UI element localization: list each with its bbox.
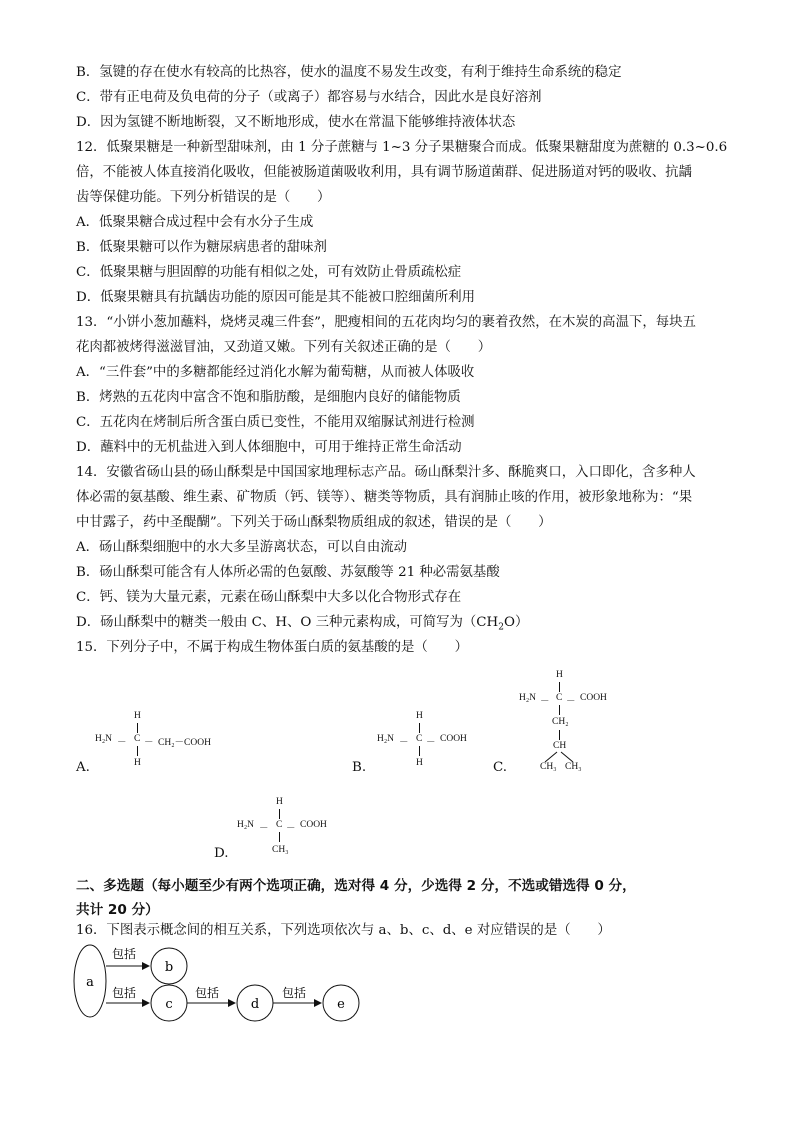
node-b-label: b — [164, 960, 174, 975]
struct-a-bottom-h: H — [134, 758, 141, 768]
q13-option-a: A．“三件套”中的多糖都能经过消化水解为葡萄糖，从而被人体吸收 — [76, 365, 475, 380]
struct-a-bond-top — [137, 723, 138, 733]
q11-option-b: B．氢键的存在使水有较高的比热容，使水的温度不易发生改变，有利于维持生命系统的稳定 — [76, 65, 622, 80]
struct-d-bond-bottom — [279, 832, 280, 842]
section2-heading-line2: 共计 20 分） — [76, 902, 159, 918]
q14-stem-line3: 中甘露子，药中圣醍醐”。下列关于砀山酥梨物质组成的叙述，错误的是（ ） — [76, 515, 552, 530]
struct-c-methyl-right: CH₃ — [565, 762, 582, 772]
struct-b-bond-bottom — [419, 746, 420, 756]
struct-c-methyl-left: CH₃ — [540, 762, 557, 772]
edge-a-b-label: 包括 — [112, 947, 137, 961]
struct-c-top-h: H — [556, 670, 563, 680]
q13-option-b: B．烤熟的五花肉中富含不饱和脂肪酸，是细胞内良好的储能物质 — [76, 390, 461, 405]
q15-stem: 15．下列分子中，不属于构成生物体蛋白质的氨基酸的是（ ） — [76, 640, 468, 655]
struct-c-bond-top — [559, 682, 560, 692]
struct-c-label: C. — [493, 760, 508, 775]
struct-c-ch2: CH₂ — [552, 717, 569, 727]
struct-b-label: B. — [352, 760, 367, 775]
struct-c-bond-left: － — [540, 697, 550, 707]
struct-c-carboxyl: COOH — [580, 693, 607, 703]
struct-a-amino: H₂N — [95, 734, 113, 744]
struct-c-bond-down1 — [559, 705, 560, 715]
q14-option-d — [76, 614, 528, 637]
struct-d-amino: H₂N — [237, 820, 255, 830]
q14-option-d-subscript: 2 — [498, 622, 504, 633]
struct-a-bond-left: － — [117, 738, 127, 748]
struct-b-amino: H₂N — [377, 734, 395, 744]
q14-stem-line2: 体必需的氨基酸、维生素、矿物质（钙、镁等）、糖类等物质，具有润肺止咳的作用，被形象地称为：“果 — [76, 490, 693, 505]
struct-d-methyl: CH₃ — [272, 845, 289, 855]
q12-option-a: A．低聚果糖合成过程中会有水分子生成 — [76, 215, 314, 230]
struct-a-alpha-carbon: C — [134, 734, 141, 744]
q12-stem-line1: 12．低聚果糖是一种新型甜味剂，由 1 分子蔗糖与 1~3 分子果糖聚合而成。低聚果糖甜度为蔗糖的 0.3~0.6 — [76, 140, 728, 155]
struct-a-bond-right: － — [144, 738, 154, 748]
q14-option-c: C．钙、镁为大量元素，元素在砀山酥梨中大多以化合物形式存在 — [76, 590, 462, 605]
q12-option-c: C．低聚果糖与胆固醇的功能有相似之处，可有效防止骨质疏松症 — [76, 265, 462, 280]
struct-a-side-chain: CH₂－COOH — [158, 738, 211, 748]
struct-d-carboxyl: COOH — [300, 820, 327, 830]
q11-option-d: D．因为氢键不断地断裂，又不断地形成，使水在常温下能够维持液体状态 — [76, 115, 516, 130]
edge-d-e-label: 包括 — [282, 986, 307, 1000]
node-d-label: d — [250, 997, 260, 1012]
struct-d-alpha-carbon: C — [276, 820, 283, 830]
struct-b-alpha-carbon: C — [416, 734, 423, 744]
node-c-label: c — [165, 997, 173, 1012]
q13-stem-line2: 花肉都被烤得滋滋冒油，又劲道又嫩。下列有关叙述正确的是（ ） — [76, 340, 492, 355]
struct-a-bond-bottom — [137, 746, 138, 756]
struct-c-bond-right: － — [566, 697, 576, 707]
struct-c-alpha-carbon: C — [556, 693, 563, 703]
struct-d-bond-top — [279, 809, 280, 819]
struct-b-carboxyl: COOH — [440, 734, 467, 744]
struct-c-bond-down2 — [559, 730, 560, 740]
struct-b-bottom-h: H — [416, 758, 423, 768]
struct-b-bond-right: － — [426, 738, 436, 748]
q13-stem-line1: 13．“小饼小葱加蘸料，烧烤灵魂三件套”，肥瘦相间的五花肉均匀的裹着孜然，在木炭的高温下，每块五 — [76, 315, 696, 330]
q11-option-c: C．带有正电荷及负电荷的分子（或离子）都容易与水结合，因此水是良好溶剂 — [76, 90, 542, 105]
q12-option-d: D．低聚果糖具有抗龋齿功能的原因可能是其不能被口腔细菌所利用 — [76, 290, 476, 305]
q14-option-d-text: D．砀山酥梨中的糖类一般由 C、H、O 三种元素构成，可简写为（CH — [76, 615, 499, 630]
struct-d-bond-left: － — [259, 824, 269, 834]
q12-stem-line3: 齿等保健功能。下列分析错误的是（ ） — [76, 190, 331, 205]
section2-heading-line1: 二、多选题（每小题至少有两个选项正确，选对得 4 分，少选得 2 分，不选或错选得 0 分， — [76, 878, 636, 894]
q16-stem: 16．下图表示概念间的相互关系，下列选项依次与 a、b、c、d、e 对应错误的是（ ） — [76, 923, 611, 938]
q12-stem-line2: 倍，不能被人体直接消化吸收，但能被肠道菌吸收利用，具有调节肠道菌群、促进肠道对钙的吸收、抗龋 — [76, 165, 692, 180]
struct-d-label: D. — [214, 846, 229, 861]
struct-b-bond-top — [419, 723, 420, 733]
struct-a-top-h: H — [134, 711, 141, 721]
struct-b-top-h: H — [416, 711, 423, 721]
q14-stem-line1: 14．安徽省砀山县的砀山酥梨是中国国家地理标志产品。砀山酥梨汁多、酥脆爽口，入口即化，含多种人 — [76, 465, 696, 480]
struct-b-bond-left: － — [399, 738, 409, 748]
q13-option-d: D．蘸料中的无机盐进入到人体细胞中，可用于维持正常生命活动 — [76, 440, 462, 455]
struct-d-top-h: H — [276, 797, 283, 807]
struct-d-bond-right: － — [286, 824, 296, 834]
struct-c-ch: CH — [553, 741, 567, 751]
edge-a-c-label: 包括 — [112, 986, 137, 1000]
q13-option-c: C．五花肉在烤制后所含蛋白质已变性，不能用双缩脲试剂进行检测 — [76, 415, 475, 430]
q14-option-b: B．砀山酥梨可能含有人体所必需的色氨酸、苏氨酸等 21 种必需氨基酸 — [76, 565, 500, 580]
q14-option-d-tail: O） — [503, 615, 529, 630]
edge-c-d-label: 包括 — [195, 986, 220, 1000]
struct-c-amino: H₂N — [519, 693, 537, 703]
q14-option-a: A．砀山酥梨细胞中的水大多呈游离状态，可以自由流动 — [76, 540, 408, 555]
q12-option-b: B．低聚果糖可以作为糖尿病患者的甜味剂 — [76, 240, 327, 255]
struct-a-label: A. — [76, 760, 90, 775]
node-e-label: e — [337, 997, 345, 1012]
node-a-label: a — [86, 975, 94, 990]
concept-diagram — [70, 940, 370, 1030]
